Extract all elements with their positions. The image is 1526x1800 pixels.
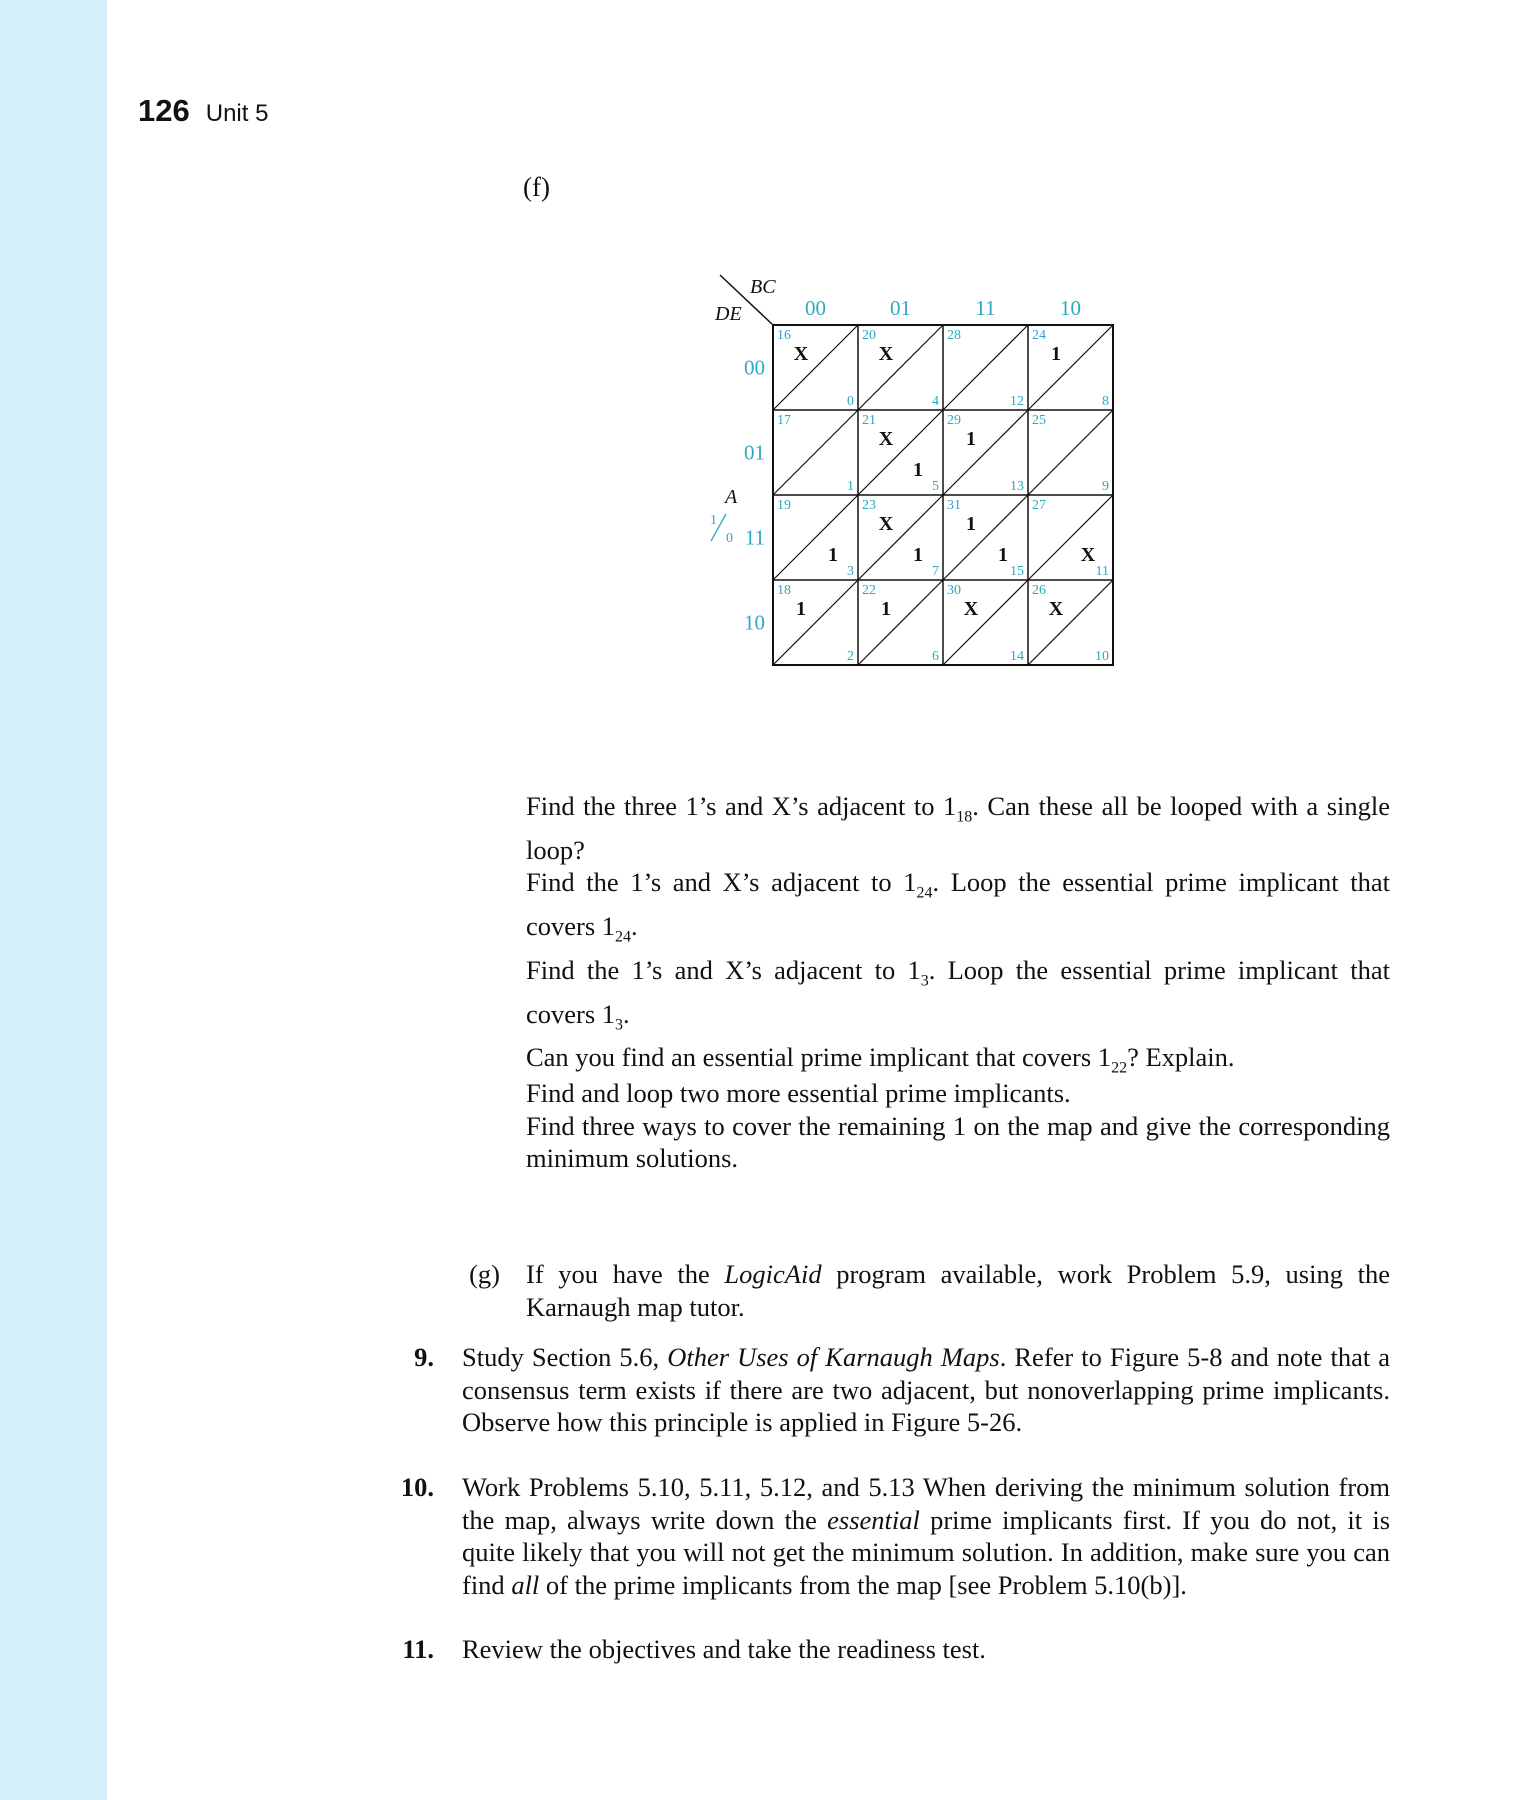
kmap-minterm-upper: 24 xyxy=(1032,328,1046,343)
item-10-text: Work Problems 5.10, 5.11, 5.12, and 5.13 When deriving the minimum solution from the map, always write down the essential prime implicants first. If you do not, it is quite likely that you will not get the minimum solution. In addition, make sure you can find all of the prime implicants from the map [see Problem 5.10(b)]. xyxy=(462,1472,1391,1600)
kmap-row-label: 11 xyxy=(744,525,765,550)
part-f-questions xyxy=(526,790,1390,1085)
kmap-value-lower: 1 xyxy=(998,544,1008,566)
kmap-minterm-lower: 2 xyxy=(847,649,854,664)
kmap-minterm-lower: 3 xyxy=(847,564,854,579)
kmap-value-upper: X xyxy=(878,343,894,365)
kmap-minterm-upper: 17 xyxy=(777,413,791,428)
kmap-minterm-lower: 6 xyxy=(932,649,939,664)
item-9-number: 9. xyxy=(414,1342,434,1372)
kmap-minterm-lower: 5 xyxy=(932,479,939,494)
kmap-col-label: 00 xyxy=(805,296,826,320)
kmap-minterm-lower: 8 xyxy=(1102,394,1109,409)
part-g-text: If you have the LogicAid program available, work Problem 5.9, using the Karnaugh map tutor. xyxy=(526,1259,1390,1322)
question-2: Find the 1’s and X’s adjacent to $1_{24}$. Loop the essential prime implicant that covers $1_{24}$. xyxy=(526,867,1390,946)
page-number: 126 xyxy=(138,93,190,128)
kmap-value-lower: 1 xyxy=(913,459,923,481)
question-6: Find three ways to cover the remaining 1 on the map and give the corresponding minimum solutions. xyxy=(526,1110,1390,1173)
kmap-minterm-upper: 19 xyxy=(777,498,791,513)
kmap-minterm-upper: 22 xyxy=(862,583,876,598)
kmap-value-lower: X xyxy=(1080,544,1096,566)
kmap-value-upper: X xyxy=(878,513,894,535)
kmap-value-upper: 1 xyxy=(881,598,891,620)
kmap-minterm-upper: 23 xyxy=(862,498,876,513)
kmap-minterm-upper: 28 xyxy=(947,328,961,343)
question-3: Find the 1’s and X’s adjacent to $1_3$. Loop the essential prime implicant that covers $1_3$. xyxy=(526,954,1390,1033)
kmap-value-lower: 1 xyxy=(913,544,923,566)
kmap-value-upper: 1 xyxy=(966,513,976,535)
kmap-value-upper: 1 xyxy=(1051,343,1061,365)
kmap-value-upper: X xyxy=(878,428,894,450)
kmap-bc-label: BC xyxy=(750,276,776,298)
kmap-minterm-upper: 31 xyxy=(947,498,961,513)
kmap-value-upper: X xyxy=(1048,598,1064,620)
kmap-col-label: 10 xyxy=(1060,296,1081,320)
karnaugh-map xyxy=(670,265,1190,735)
question-5: Find and loop two more essential prime implicants. xyxy=(526,1078,1071,1108)
page-margin-strip xyxy=(0,0,107,1800)
kmap-value-upper: X xyxy=(963,598,979,620)
kmap-minterm-lower: 13 xyxy=(1010,479,1024,494)
kmap-minterm-lower: 12 xyxy=(1010,394,1024,409)
kmap-minterm-lower: 4 xyxy=(932,394,939,409)
kmap-row-label: 01 xyxy=(744,440,765,465)
kmap-minterm-lower: 1 xyxy=(847,479,854,494)
part-f-followup xyxy=(526,1077,1390,1175)
page-header xyxy=(138,93,268,129)
kmap-row-label: 10 xyxy=(744,610,765,635)
kmap-minterm-upper: 21 xyxy=(862,413,876,428)
kmap-minterm-upper: 30 xyxy=(947,583,961,598)
question-4: Can you find an essential prime implicant that covers $1_{22}$? Explain. xyxy=(526,1042,1235,1077)
part-f-label: (f) xyxy=(523,172,550,202)
kmap-minterm-lower: 10 xyxy=(1095,649,1109,664)
kmap-minterm-upper: 29 xyxy=(947,413,961,428)
kmap-minterm-lower: 15 xyxy=(1010,564,1024,579)
kmap-value-upper: 1 xyxy=(796,598,806,620)
kmap-col-label: 11 xyxy=(975,296,996,320)
unit-label: Unit 5 xyxy=(205,100,269,127)
kmap-value-upper: X xyxy=(793,343,809,365)
kmap-value-upper: 1 xyxy=(966,428,976,450)
part-g-label: (g) xyxy=(469,1259,500,1289)
kmap-row-label: 00 xyxy=(744,355,765,380)
kmap-minterm-lower: 9 xyxy=(1102,479,1109,494)
kmap-a-value-0: 0 xyxy=(726,531,733,546)
question-1: Find the three 1’s and X’s adjacent to $1_{18}$. Can these all be looped with a single loop? xyxy=(526,791,1391,865)
kmap-value-lower: 1 xyxy=(828,544,838,566)
kmap-de-label: DE xyxy=(715,303,742,325)
kmap-minterm-upper: 25 xyxy=(1032,413,1046,428)
kmap-minterm-upper: 18 xyxy=(777,583,791,598)
kmap-a-value-1: 1 xyxy=(710,513,717,528)
item-10-number: 10. xyxy=(400,1472,434,1502)
kmap-minterm-upper: 27 xyxy=(1032,498,1046,513)
item-9-text: Study Section 5.6, Other Uses of Karnaugh Maps. Refer to Figure 5-8 and note that a consensus term exists if there are two adjacent, but nonoverlapping prime implicants. Observe how this principle is applied in Figure 5-26. xyxy=(462,1342,1391,1437)
kmap-a-label: A xyxy=(725,486,738,508)
kmap-minterm-lower: 14 xyxy=(1010,649,1024,664)
kmap-minterm-lower: 11 xyxy=(1095,564,1109,579)
item-11-text: Review the objectives and take the readiness test. xyxy=(462,1634,986,1664)
kmap-minterm-lower: 7 xyxy=(932,564,939,579)
kmap-minterm-upper: 16 xyxy=(777,328,791,343)
item-11-number: 11. xyxy=(402,1634,434,1664)
kmap-col-label: 01 xyxy=(890,296,911,320)
kmap-minterm-upper: 26 xyxy=(1032,583,1046,598)
kmap-minterm-upper: 20 xyxy=(862,328,876,343)
kmap-minterm-lower: 0 xyxy=(847,394,854,409)
